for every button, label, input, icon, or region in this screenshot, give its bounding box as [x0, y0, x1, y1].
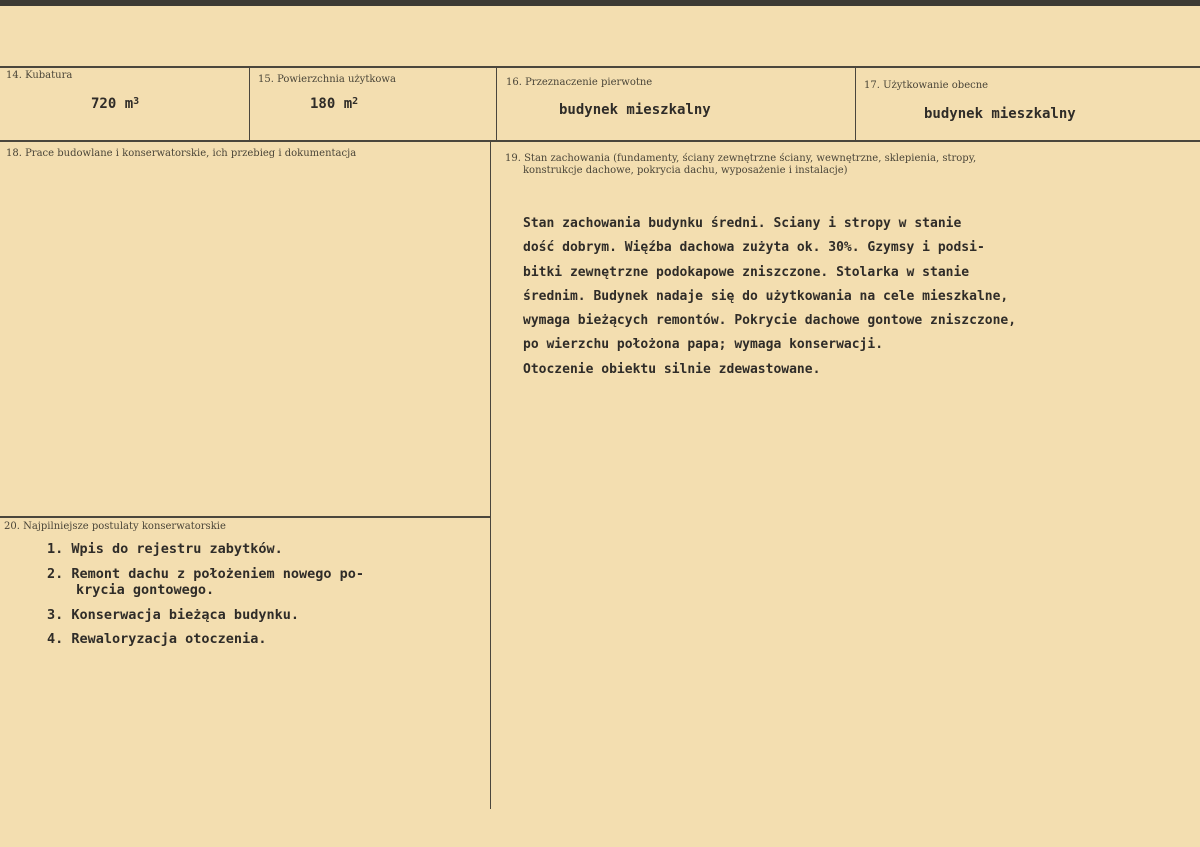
divider-16-17 — [855, 67, 856, 140]
field-14-label: 14. Kubatura — [6, 70, 73, 81]
postulate-item — [47, 607, 364, 624]
kubatura-value-text: 720 m — [91, 96, 134, 112]
powierzchnia-exponent: 2 — [352, 96, 359, 107]
top-edge-band — [0, 0, 1200, 6]
condition-line: dość dobrym. Więźba dachowa zużyta ok. 30%. Gzymsy i podsi- — [523, 240, 985, 256]
field-17-value: budynek mieszkalny — [924, 106, 1076, 122]
condition-line: Stan zachowania budynku średni. Sciany i stropy w stanie — [523, 216, 962, 231]
condition-line: wymaga bieżących remontów. Pokrycie dachowe gontowe zniszczone, — [523, 313, 1017, 329]
postulate-item — [47, 566, 364, 599]
condition-line: bitki zewnętrzne podokapowe zniszczone. Stolarka w stanie — [523, 264, 970, 280]
divider-15-16 — [496, 67, 497, 140]
powierzchnia-value-text: 180 m — [310, 96, 353, 112]
postulate-text: 3. Konserwacja bieżąca budynku. — [47, 606, 299, 623]
postulate-text-continued: krycia gontowego. — [76, 582, 215, 598]
left-section-rule — [0, 516, 491, 518]
postulate-text: 1. Wpis do rejestru zabytków. — [47, 541, 283, 557]
field-14-value — [91, 96, 139, 112]
condition-line: Otoczenie obiektu silnie zdewastowane. — [523, 361, 821, 377]
field-18-label: 18. Prace budowlane i konserwatorskie, ich przebieg i dokumentacja — [6, 148, 357, 159]
row-divider-rule — [0, 140, 1200, 142]
condition-description — [523, 212, 1016, 382]
postulate-text: 2. Remont dachu z położeniem nowego po- — [47, 565, 364, 582]
condition-line: średnim. Budynek nadaje się do użytkowania na cele mieszkalne, — [523, 288, 1009, 304]
postulate-item — [47, 541, 364, 558]
row-top-rule — [0, 66, 1200, 68]
field-19-label-line1: 19. Stan zachowania (fundamenty, ściany zewnętrzne ściany, wewnętrzne, sklepienia, stropy, — [505, 153, 977, 164]
postulates-list — [47, 541, 364, 656]
field-16-value: budynek mieszkalny — [559, 102, 711, 118]
divider-14-15 — [249, 67, 250, 140]
postulate-text: 4. Rewaloryzacja otoczenia. — [47, 631, 267, 647]
field-17-label: 17. Użytkowanie obecne — [864, 80, 989, 91]
field-16-label: 16. Przeznaczenie pierwotne — [506, 77, 653, 88]
field-15-label: 15. Powierzchnia użytkowa — [258, 74, 396, 85]
field-15-value — [310, 96, 358, 112]
condition-line: po wierzchu położona papa; wymaga konserwacji. — [523, 337, 884, 353]
postulate-item — [47, 631, 364, 648]
field-19-label-line2: konstrukcje dachowe, pokrycia dachu, wyposażenie i instalacje) — [523, 165, 848, 176]
field-20-label: 20. Najpilniejsze postulaty konserwatorskie — [4, 521, 226, 532]
kubatura-exponent: 3 — [133, 96, 140, 107]
center-column-divider — [490, 141, 491, 809]
